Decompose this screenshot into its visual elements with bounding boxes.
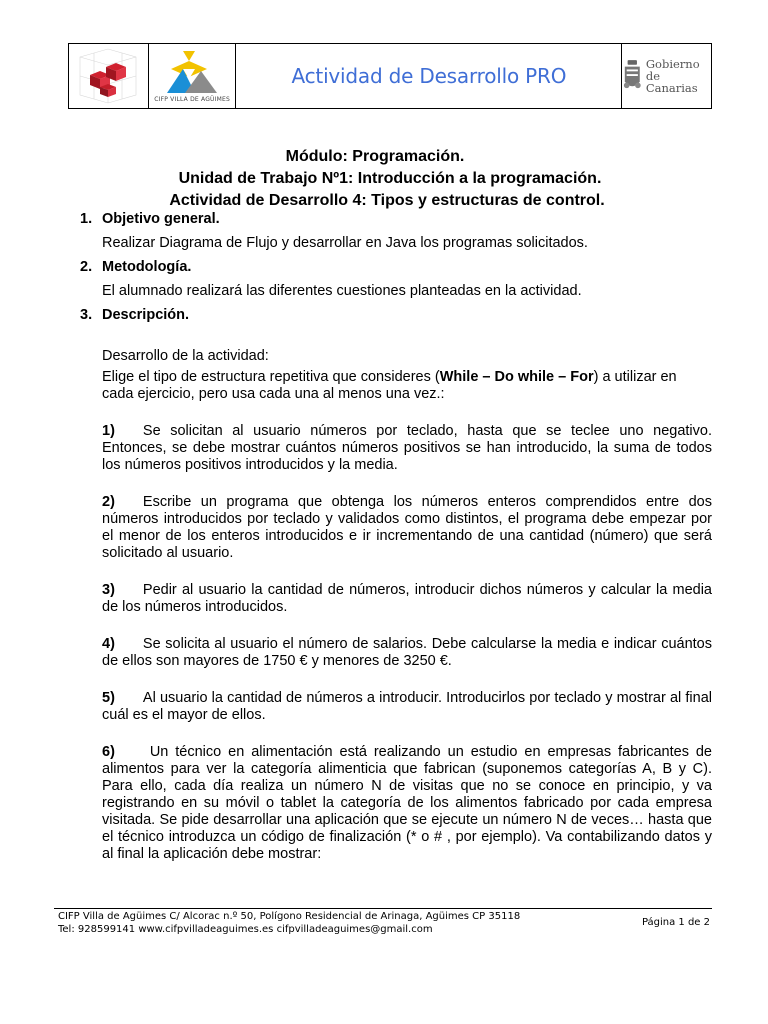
document-header [68, 43, 712, 109]
gobierno-text: Gobierno [645, 57, 700, 71]
school-logo-cell [149, 44, 237, 108]
footer-divider [54, 908, 712, 909]
section-number: 2. [80, 259, 93, 275]
page-number: Página 1 de 2 [641, 917, 710, 928]
gobierno-canarias-logo [622, 58, 711, 94]
exercise-text: Escribe un programa que obtenga los números enteros comprendidos entre dos números introducidos por teclado y validados como distintos, el programa debe empezar por el menor de los enteros introducidos e ir incrementando de una cantidad (número) que será solicitado al usuario. [102, 494, 712, 561]
exercise-6 [102, 744, 712, 863]
section-heading-description [80, 307, 712, 324]
structures-bold: While – Do while – For [439, 369, 594, 385]
exercise-text: Al usuario la cantidad de números a introducir. Introducirlos por teclado y mostrar al final cuál es el mayor de ellos. [102, 690, 712, 723]
section-title: Descripción. [102, 307, 190, 323]
exercise-2 [102, 494, 712, 562]
exercise-1 [102, 423, 712, 474]
description-intro: Desarrollo de la actividad: [102, 348, 269, 364]
objective-text: Realizar Diagrama de Flujo y desarrollar en Java los programas solicitados. [102, 235, 588, 251]
footer-info [58, 910, 520, 936]
module-title: Módulo: Programación. [285, 148, 465, 165]
document-titles [68, 146, 712, 212]
exercise-4 [102, 636, 712, 670]
activity-title: Actividad de Desarrollo 4: Tipos y estructuras de control. [169, 192, 605, 209]
coat-of-arms-icon [622, 58, 643, 94]
exercise-3 [102, 582, 712, 616]
exercise-number: 5) [102, 690, 115, 706]
exercise-number: 3) [102, 582, 115, 598]
header-title-cell [236, 44, 622, 108]
exercise-number: 4) [102, 636, 115, 652]
header-title: Actividad de Desarrollo PRO [291, 64, 567, 88]
section-heading-objective [80, 211, 712, 228]
section-number: 3. [80, 307, 93, 323]
school-logo-icon [161, 49, 223, 95]
exercise-number: 1) [102, 423, 115, 439]
structures-text-end: ) a utilizar en cada ejercicio, pero usa cada una al menos una vez.: [102, 369, 677, 402]
section-number: 1. [80, 211, 93, 227]
exercise-number: 6) [102, 744, 115, 760]
red-cubes-logo-cell [69, 44, 149, 108]
footer-address: CIFP Villa de Agüimes C/ Alcorac n.º 50, Polígono Residencial de Arinaga, Agüimes CP 35118 [58, 911, 521, 922]
exercise-text: Pedir al usuario la cantidad de números, introducir dichos números y calcular la media de los números introducidos. [102, 582, 712, 615]
footer-contact: Tel: 928599141 www.cifpvilladeaguimes.es cifpvilladeaguimes@gmail.com [58, 924, 433, 935]
school-caption: CIFP VILLA DE AGÜIMES [154, 96, 230, 103]
structures-text-start: Elige el tipo de estructura repetitiva que consideres ( [102, 369, 440, 385]
section-title: Objetivo general. [102, 211, 220, 227]
exercise-text: Se solicitan al usuario números por teclado, hasta que se teclee uno negativo. Entonces, se debe mostrar cuántos números positivos se han introducido, la suma de todos los números positivos introducidos y la media. [102, 423, 712, 473]
canarias-text: de Canarias [645, 69, 698, 95]
section-heading-methodology [80, 259, 712, 276]
unit-title: Unidad de Trabajo Nº1: Introducción a la programación. [178, 170, 602, 187]
gobierno-logo-cell [622, 44, 711, 108]
methodology-text: El alumnado realizará las diferentes cuestiones planteadas en la actividad. [102, 283, 582, 299]
exercise-number: 2) [102, 494, 115, 510]
exercise-5 [102, 690, 712, 724]
document-body [80, 211, 712, 863]
section-title: Metodología. [102, 259, 192, 275]
description-structures [102, 369, 712, 403]
exercise-text: Se solicita al usuario el número de salarios. Debe calcularse la media e indicar cuántos de ellos son mayores de 1750 € y menores de 3250 €. [102, 636, 712, 669]
exercise-text: Un técnico en alimentación está realizando un estudio en empresas fabricantes de alimentos para ver la categoría alimenticia que fabrican (suponemos categorías A, B y C). Para ello, cada día realiza un número N de visitas que no se conoce en principio, y va registrando en su móvil o tablet la categoría de los alimentos fabricado por cada empresa visitada. Se pide desarrollar una aplicación que se ejecute un número N de veces… hasta que el técnico introduzca un código de finalización (* o # , por ejemplo). Va contabilizando datos y al final la aplicación debe mostrar: [102, 744, 712, 862]
red-cubes-logo-icon [76, 47, 140, 105]
